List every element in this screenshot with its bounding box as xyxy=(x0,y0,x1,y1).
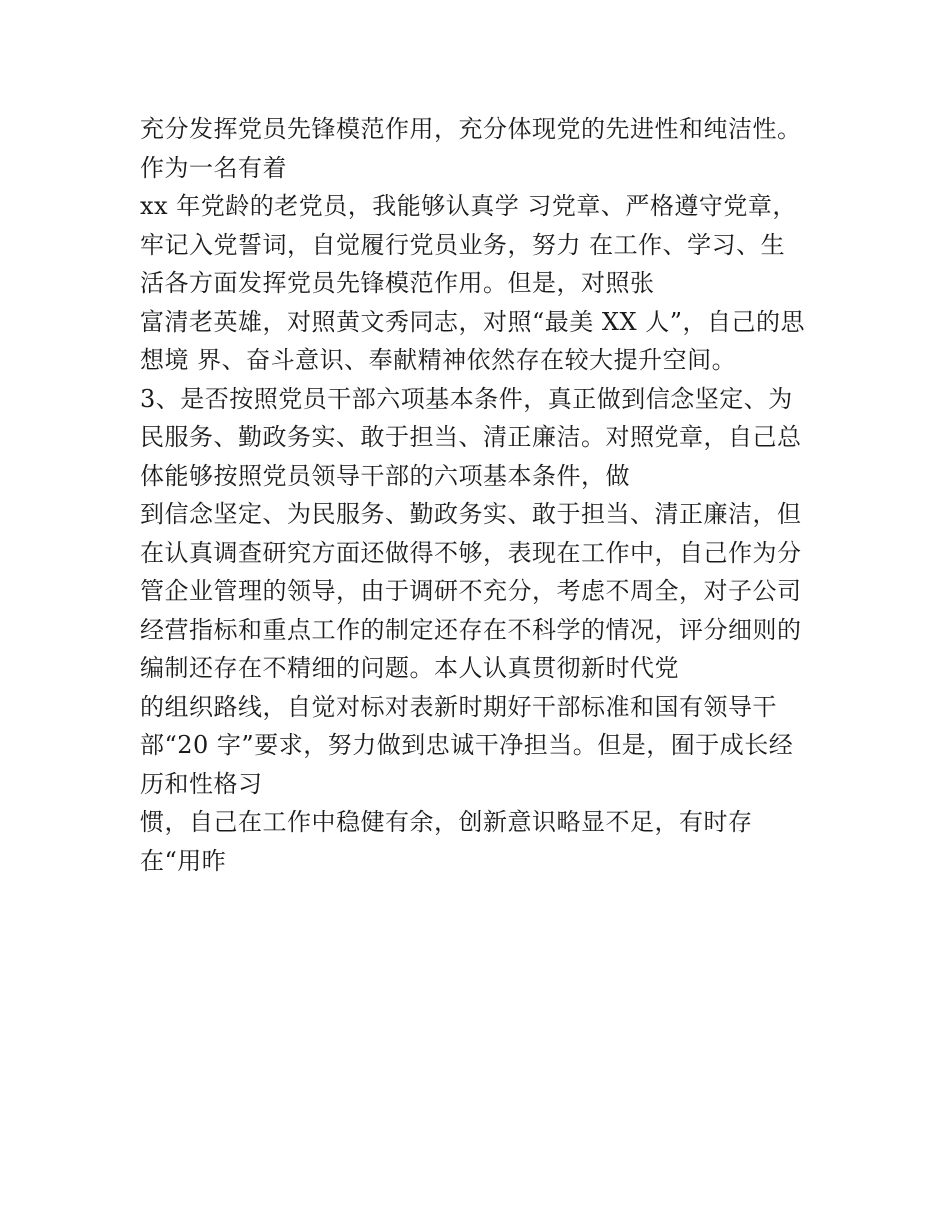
text-line: 充分发挥党员先锋模范作用，充分体现党的先进性和纯洁性。 xyxy=(140,115,802,143)
text-line: 想境 界、奋斗意识、奉献精神依然存在较大提升空间。 xyxy=(140,346,737,374)
text-line: 3、是否按照党员干部六项基本条件，真正做到信念坚定、为 xyxy=(140,384,793,413)
text-line: 历和性格习 xyxy=(140,769,263,798)
text-line: 在“用昨 xyxy=(140,846,227,875)
text-line: 惯，自己在工作中稳健有余，创新意识略显不足，有时存 xyxy=(140,808,753,836)
text-line: 民服务、勤政务实、敢于担当、清正廉洁。对照党章，自己总 xyxy=(140,423,802,451)
text-line: 牢记入党誓词，自觉履行党员业务，努力 在工作、学习、生 xyxy=(140,230,786,259)
text-line: 体能够按照党员领导干部的六项基本条件，做 xyxy=(140,461,630,490)
text-line: 管企业管理的领导，由于调研不充分，考虑不周全，对子公司 xyxy=(140,577,802,605)
text-line: 富清老英雄，对照黄文秀同志，对照“最美 XX 人”，自己的思 xyxy=(140,307,805,336)
text-line: 在认真调查研究方面还做得不够，表现在工作中，自己作为分 xyxy=(140,538,802,567)
text-line: 活各方面发挥党员先锋模范作用。但是，对照张 xyxy=(140,269,655,297)
text-line: 到信念坚定、为民服务、勤政务实、敢于担当、清正廉洁，但 xyxy=(140,500,802,528)
body-text xyxy=(140,110,830,880)
text-line: 作为一名有着 xyxy=(140,153,287,182)
text-line: xx 年党龄的老党员，我能够认真学 习党章、严格遵守党章， xyxy=(140,192,797,220)
text-line: 编制还存在不精细的问题。本人认真贯彻新时代党 xyxy=(140,654,679,682)
text-line: 部“20 字”要求，努力做到忠诚干净担当。但是，囿于成长经 xyxy=(140,731,794,759)
text-line: 经营指标和重点工作的制定还存在不科学的情况，评分细则的 xyxy=(140,615,802,644)
text-line: 的组织路线，自觉对标对表新时期好干部标准和国有领导干 xyxy=(140,692,777,721)
